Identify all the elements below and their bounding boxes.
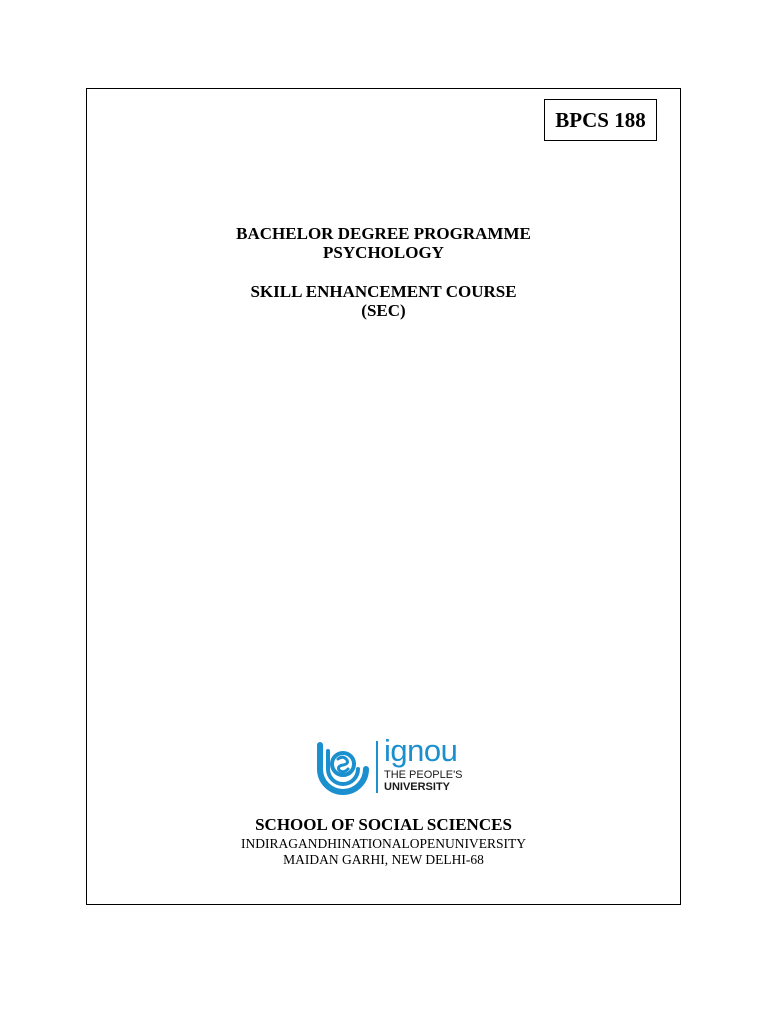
course-code-box	[544, 99, 657, 141]
subject-title: PSYCHOLOGY	[323, 243, 444, 262]
university-name: INDIRAGANDHINATIONALOPENUNIVERSITY	[241, 836, 526, 851]
course-code: BPCS 188	[555, 107, 646, 132]
logo-divider	[376, 741, 378, 793]
university-address: MAIDAN GARHI, NEW DELHI-68	[283, 852, 484, 867]
course-type-abbr: (SEC)	[361, 301, 406, 320]
logo-wordmark: ignou	[384, 733, 458, 768]
course-type-title: SKILL ENHANCEMENT COURSE	[250, 282, 517, 301]
ignou-logo	[311, 733, 463, 799]
school-name: SCHOOL OF SOCIAL SCIENCES	[255, 815, 512, 834]
logo-tagline-2: UNIVERSITY	[384, 781, 451, 793]
programme-title: BACHELOR DEGREE PROGRAMME	[236, 224, 531, 243]
logo-tagline-1: THE PEOPLE'S	[384, 769, 463, 781]
ignou-emblem-icon	[311, 737, 375, 799]
